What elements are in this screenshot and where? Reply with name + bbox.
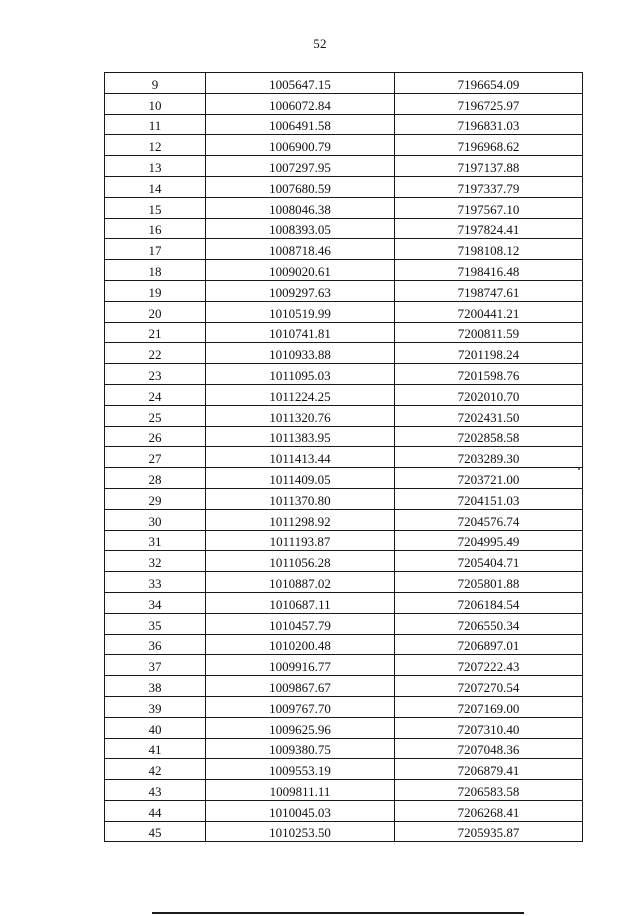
- point-number-cell: 25: [105, 405, 206, 426]
- point-number-cell: 38: [105, 676, 206, 697]
- y-coordinate-cell: 7202858.58: [395, 426, 583, 447]
- x-coordinate-cell: 1008718.46: [206, 239, 395, 260]
- x-coordinate-cell: 1011095.03: [206, 364, 395, 385]
- point-number-cell: 32: [105, 551, 206, 572]
- point-number-cell: 35: [105, 613, 206, 634]
- point-number-cell: 30: [105, 509, 206, 530]
- x-coordinate-cell: 1005647.15: [206, 73, 395, 94]
- table-row: [105, 613, 583, 634]
- y-coordinate-cell: 7197137.88: [395, 156, 583, 177]
- table-row: [105, 218, 583, 239]
- x-coordinate-cell: 1010741.81: [206, 322, 395, 343]
- table-row: [105, 384, 583, 405]
- table-row: [105, 197, 583, 218]
- y-coordinate-cell: 7205801.88: [395, 572, 583, 593]
- y-coordinate-cell: 7202010.70: [395, 384, 583, 405]
- y-coordinate-cell: 7201598.76: [395, 364, 583, 385]
- y-coordinate-cell: 7206550.34: [395, 613, 583, 634]
- point-number-cell: 15: [105, 197, 206, 218]
- x-coordinate-cell: 1011224.25: [206, 384, 395, 405]
- y-coordinate-cell: 7201198.24: [395, 343, 583, 364]
- table-row: [105, 800, 583, 821]
- table-row: [105, 717, 583, 738]
- y-coordinate-cell: 7204151.03: [395, 488, 583, 509]
- point-number-cell: 21: [105, 322, 206, 343]
- table-row: [105, 551, 583, 572]
- x-coordinate-cell: 1009380.75: [206, 738, 395, 759]
- point-number-cell: 27: [105, 447, 206, 468]
- point-number-cell: 26: [105, 426, 206, 447]
- y-coordinate-cell: 7207270.54: [395, 676, 583, 697]
- table-row: [105, 280, 583, 301]
- y-coordinate-cell: 7205935.87: [395, 821, 583, 842]
- point-number-cell: 44: [105, 800, 206, 821]
- y-coordinate-cell: 7198416.48: [395, 260, 583, 281]
- x-coordinate-cell: 1010045.03: [206, 800, 395, 821]
- point-number-cell: 31: [105, 530, 206, 551]
- y-coordinate-cell: 7200441.21: [395, 301, 583, 322]
- point-number-cell: 33: [105, 572, 206, 593]
- x-coordinate-cell: 1009553.19: [206, 759, 395, 780]
- table-row: [105, 676, 583, 697]
- point-number-cell: 41: [105, 738, 206, 759]
- x-coordinate-cell: 1008046.38: [206, 197, 395, 218]
- table-row: [105, 572, 583, 593]
- table-row: [105, 655, 583, 676]
- y-coordinate-cell: 7204576.74: [395, 509, 583, 530]
- y-coordinate-cell: 7207310.40: [395, 717, 583, 738]
- point-number-cell: 39: [105, 696, 206, 717]
- x-coordinate-cell: 1009297.63: [206, 280, 395, 301]
- x-coordinate-cell: 1009020.61: [206, 260, 395, 281]
- table-row: [105, 509, 583, 530]
- y-coordinate-cell: 7203721.00: [395, 468, 583, 489]
- table-row: [105, 135, 583, 156]
- y-coordinate-cell: 7196831.03: [395, 114, 583, 135]
- x-coordinate-cell: 1011056.28: [206, 551, 395, 572]
- x-coordinate-cell: 1010519.99: [206, 301, 395, 322]
- x-coordinate-cell: 1010253.50: [206, 821, 395, 842]
- point-number-cell: 14: [105, 176, 206, 197]
- x-coordinate-cell: 1009625.96: [206, 717, 395, 738]
- y-coordinate-cell: 7202431.50: [395, 405, 583, 426]
- y-coordinate-cell: 7207169.00: [395, 696, 583, 717]
- y-coordinate-cell: 7198108.12: [395, 239, 583, 260]
- x-coordinate-cell: 1006072.84: [206, 93, 395, 114]
- point-number-cell: 22: [105, 343, 206, 364]
- x-coordinate-cell: 1011320.76: [206, 405, 395, 426]
- x-coordinate-cell: 1007680.59: [206, 176, 395, 197]
- table-row: [105, 488, 583, 509]
- y-coordinate-cell: 7200811.59: [395, 322, 583, 343]
- x-coordinate-cell: 1008393.05: [206, 218, 395, 239]
- point-number-cell: 19: [105, 280, 206, 301]
- table-row: [105, 156, 583, 177]
- table-row: [105, 114, 583, 135]
- y-coordinate-cell: 7196654.09: [395, 73, 583, 94]
- point-number-cell: 12: [105, 135, 206, 156]
- y-coordinate-cell: 7206897.01: [395, 634, 583, 655]
- table-row: [105, 301, 583, 322]
- y-coordinate-cell: 7205404.71: [395, 551, 583, 572]
- x-coordinate-cell: 1011413.44: [206, 447, 395, 468]
- y-coordinate-cell: 7206879.41: [395, 759, 583, 780]
- y-coordinate-cell: 7207222.43: [395, 655, 583, 676]
- table-row: [105, 364, 583, 385]
- point-number-cell: 34: [105, 592, 206, 613]
- table-row: [105, 468, 583, 489]
- table-row: [105, 239, 583, 260]
- table-row: [105, 176, 583, 197]
- y-coordinate-cell: 7196968.62: [395, 135, 583, 156]
- x-coordinate-cell: 1010887.02: [206, 572, 395, 593]
- table-row: [105, 73, 583, 94]
- y-coordinate-cell: 7207048.36: [395, 738, 583, 759]
- y-coordinate-cell: 7196725.97: [395, 93, 583, 114]
- point-number-cell: 10: [105, 93, 206, 114]
- point-number-cell: 28: [105, 468, 206, 489]
- table-row: [105, 322, 583, 343]
- y-coordinate-cell: 7197337.79: [395, 176, 583, 197]
- y-coordinate-cell: 7206583.58: [395, 780, 583, 801]
- y-coordinate-cell: 7203289.30: [395, 447, 583, 468]
- x-coordinate-cell: 1011370.80: [206, 488, 395, 509]
- point-number-cell: 16: [105, 218, 206, 239]
- x-coordinate-cell: 1011193.87: [206, 530, 395, 551]
- y-coordinate-cell: 7206184.54: [395, 592, 583, 613]
- point-number-cell: 36: [105, 634, 206, 655]
- point-number-cell: 13: [105, 156, 206, 177]
- table-row: [105, 343, 583, 364]
- x-coordinate-cell: 1009811.11: [206, 780, 395, 801]
- x-coordinate-cell: 1010200.48: [206, 634, 395, 655]
- point-number-cell: 37: [105, 655, 206, 676]
- point-number-cell: 9: [105, 73, 206, 94]
- page-number: 52: [313, 36, 327, 51]
- point-number-cell: 40: [105, 717, 206, 738]
- table-row: [105, 738, 583, 759]
- point-number-cell: 11: [105, 114, 206, 135]
- table-row: [105, 634, 583, 655]
- point-number-cell: 43: [105, 780, 206, 801]
- table-row: [105, 780, 583, 801]
- y-coordinate-cell: 7197824.41: [395, 218, 583, 239]
- table-row: [105, 93, 583, 114]
- footer-rule: [152, 912, 524, 914]
- y-coordinate-cell: 7204995.49: [395, 530, 583, 551]
- x-coordinate-cell: 1009916.77: [206, 655, 395, 676]
- point-number-cell: 20: [105, 301, 206, 322]
- y-coordinate-cell: 7197567.10: [395, 197, 583, 218]
- x-coordinate-cell: 1009867.67: [206, 676, 395, 697]
- x-coordinate-cell: 1011383.95: [206, 426, 395, 447]
- table-row: [105, 447, 583, 468]
- coordinates-table-body: [105, 73, 583, 842]
- y-coordinate-cell: 7206268.41: [395, 800, 583, 821]
- point-number-cell: 42: [105, 759, 206, 780]
- table-row: [105, 426, 583, 447]
- table-row: [105, 405, 583, 426]
- point-number-cell: 45: [105, 821, 206, 842]
- x-coordinate-cell: 1010933.88: [206, 343, 395, 364]
- table-row: [105, 592, 583, 613]
- table-row: [105, 821, 583, 842]
- point-number-cell: 24: [105, 384, 206, 405]
- x-coordinate-cell: 1006491.58: [206, 114, 395, 135]
- table-row: [105, 260, 583, 281]
- x-coordinate-cell: 1011298.92: [206, 509, 395, 530]
- point-number-cell: 18: [105, 260, 206, 281]
- x-coordinate-cell: 1009767.70: [206, 696, 395, 717]
- x-coordinate-cell: 1011409.05: [206, 468, 395, 489]
- table-row: [105, 530, 583, 551]
- y-coordinate-cell: 7198747.61: [395, 280, 583, 301]
- x-coordinate-cell: 1010687.11: [206, 592, 395, 613]
- table-row: [105, 759, 583, 780]
- point-number-cell: 23: [105, 364, 206, 385]
- table-row: [105, 696, 583, 717]
- coordinates-table: [104, 72, 583, 842]
- x-coordinate-cell: 1010457.79: [206, 613, 395, 634]
- point-number-cell: 29: [105, 488, 206, 509]
- point-number-cell: 17: [105, 239, 206, 260]
- scan-speck: [578, 468, 580, 470]
- x-coordinate-cell: 1006900.79: [206, 135, 395, 156]
- x-coordinate-cell: 1007297.95: [206, 156, 395, 177]
